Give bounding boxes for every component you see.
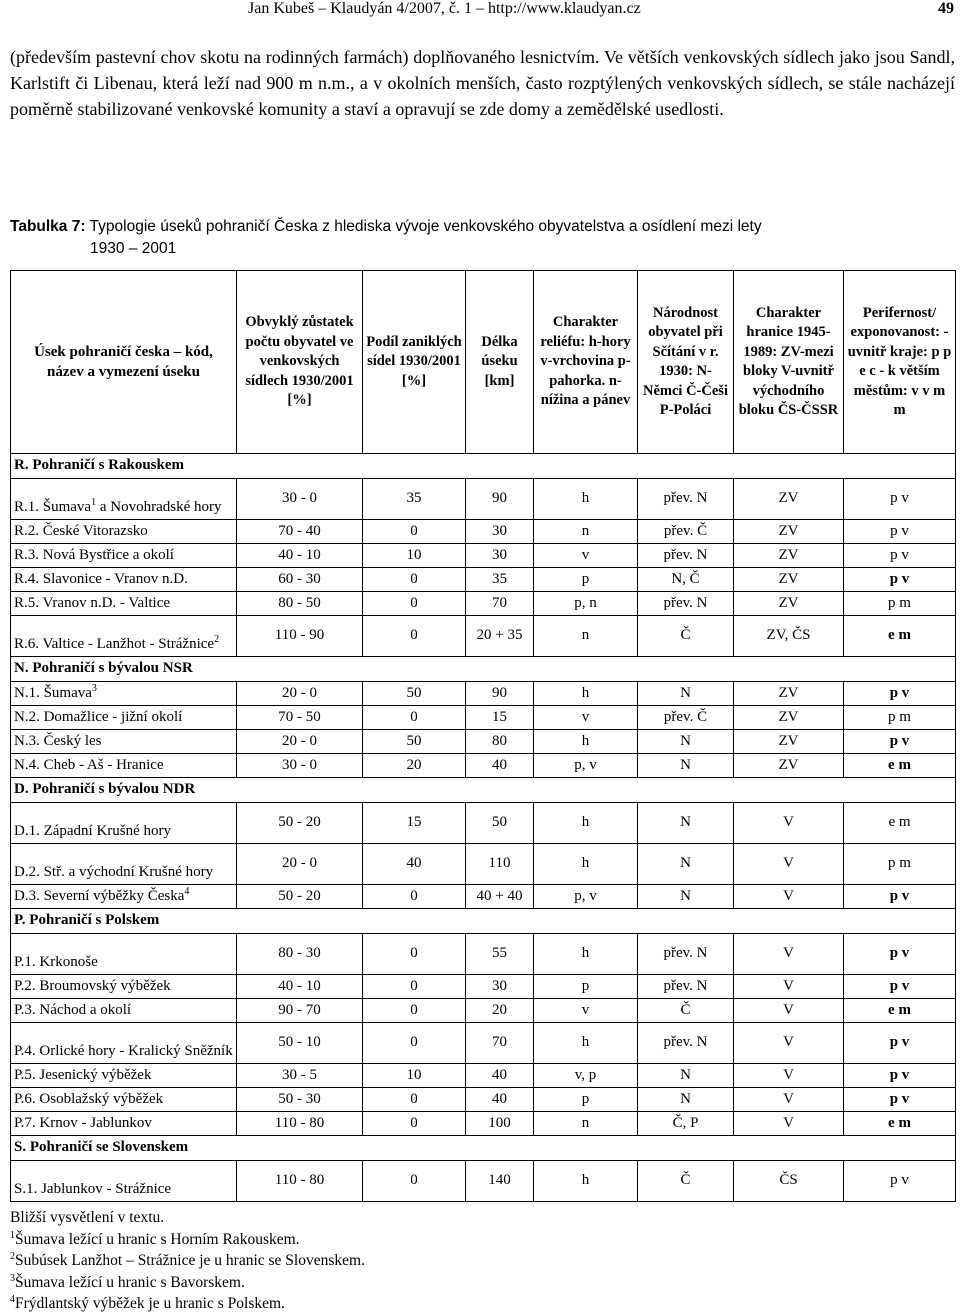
cell-length: 100 xyxy=(466,1112,534,1136)
cell-border-character: V xyxy=(734,1064,844,1088)
cell-peripherality: p v xyxy=(844,479,956,520)
section-name: P.4. Orlické hory - Kralický Sněžník xyxy=(14,1043,233,1059)
cell-nationality: N xyxy=(638,803,734,844)
cell-peripherality: p m xyxy=(844,844,956,885)
cell-border-character: ZV, ČS xyxy=(734,616,844,657)
cell-nationality: přev. N xyxy=(638,479,734,520)
cell-extinct-share: 0 xyxy=(363,934,466,975)
cell-relief: p, v xyxy=(534,885,638,909)
cell-population-remain: 50 - 20 xyxy=(237,885,363,909)
section-name: S.1. Jablunkov - Strážnice xyxy=(14,1181,172,1197)
group-row xyxy=(11,657,956,682)
cell-population-remain: 30 - 5 xyxy=(237,1064,363,1088)
table-caption-text: Typologie úseků pohraničí Česka z hlediska vývoje venkovského obyvatelstva a osídlení mezi lety xyxy=(89,218,762,235)
table-row xyxy=(11,544,956,568)
cell-relief: p, n xyxy=(534,592,638,616)
cell-length: 15 xyxy=(466,706,534,730)
footnote-text: Šumava ležící u hranic s Horním Rakouskem. xyxy=(15,1230,300,1248)
table-caption xyxy=(10,216,910,260)
cell-peripherality: p v xyxy=(844,975,956,999)
cell-border-character: V xyxy=(734,844,844,885)
section-name: N.4. Cheb - Aš - Hranice xyxy=(14,757,164,773)
section-name: N.1. Šumava xyxy=(14,685,92,701)
footnote xyxy=(10,1293,365,1315)
section-name-cell xyxy=(11,1064,237,1088)
cell-relief: n xyxy=(534,616,638,657)
cell-population-remain: 50 - 10 xyxy=(237,1023,363,1064)
cell-nationality: Č xyxy=(638,616,734,657)
section-name-cell xyxy=(11,568,237,592)
cell-nationality: N xyxy=(638,1064,734,1088)
cell-relief: n xyxy=(534,1112,638,1136)
cell-length: 40 xyxy=(466,1088,534,1112)
section-name-cell xyxy=(11,975,237,999)
cell-population-remain: 70 - 50 xyxy=(237,706,363,730)
cell-relief: n xyxy=(534,520,638,544)
cell-relief: p xyxy=(534,1088,638,1112)
cell-peripherality: p v xyxy=(844,885,956,909)
section-name-cell xyxy=(11,934,237,975)
col-header-section: Úsek pohraničí česka – kód, název a vymezení úseku xyxy=(11,271,237,454)
cell-population-remain: 110 - 80 xyxy=(237,1112,363,1136)
footnote-marker: 1 xyxy=(10,1229,15,1241)
cell-population-remain: 90 - 70 xyxy=(237,999,363,1023)
table-row xyxy=(11,1023,956,1064)
cell-nationality: přev. N xyxy=(638,1023,734,1064)
cell-extinct-share: 0 xyxy=(363,592,466,616)
section-name: R.4. Slavonice - Vranov n.D. xyxy=(14,571,188,587)
section-name: D.3. Severní výběžky Česka xyxy=(14,888,185,904)
section-name-cell xyxy=(11,730,237,754)
footnote-text: Subúsek Lanžhot – Strážnice je u hranic se Slovenskem. xyxy=(15,1252,365,1269)
col-header-peripherality: Perifernost/ exponovanost: - uvnitř kraje: p p e c - k větším městům: v v m m xyxy=(844,271,956,454)
cell-nationality: přev. N xyxy=(638,975,734,999)
cell-peripherality: p v xyxy=(844,682,956,706)
running-header-citation: Jan Kubeš – Klaudyán 4/2007, č. 1 – http://www.klaudyan.cz xyxy=(248,0,641,17)
footnote-marker: 3 xyxy=(10,1272,15,1284)
section-name-cell xyxy=(11,479,237,520)
cell-nationality: Č, P xyxy=(638,1112,734,1136)
section-name: D.2. Stř. a východní Krušné hory xyxy=(14,864,214,880)
cell-relief: p xyxy=(534,568,638,592)
cell-length: 35 xyxy=(466,568,534,592)
cell-peripherality: p v xyxy=(844,934,956,975)
cell-relief: v, p xyxy=(534,1064,638,1088)
section-name: R.6. Valtice - Lanžhot - Strážnice xyxy=(14,636,215,652)
cell-border-character: ZV xyxy=(734,568,844,592)
cell-length: 40 xyxy=(466,1064,534,1088)
cell-peripherality: p v xyxy=(844,544,956,568)
group-title: N. Pohraničí s bývalou NSR xyxy=(11,657,956,682)
cell-border-character: V xyxy=(734,885,844,909)
cell-border-character: ZV xyxy=(734,592,844,616)
cell-length: 90 xyxy=(466,682,534,706)
cell-peripherality: p m xyxy=(844,592,956,616)
cell-population-remain: 60 - 30 xyxy=(237,568,363,592)
cell-relief: p xyxy=(534,975,638,999)
cell-peripherality: e m xyxy=(844,754,956,778)
table-row xyxy=(11,520,956,544)
cell-length: 80 xyxy=(466,730,534,754)
cell-population-remain: 80 - 50 xyxy=(237,592,363,616)
cell-nationality: přev. N xyxy=(638,544,734,568)
col-header-border-character: Charakter hranice 1945-1989: ZV-mezi bloky V-uvnitř východního bloku ČS-ČSSR xyxy=(734,271,844,454)
cell-extinct-share: 0 xyxy=(363,885,466,909)
cell-peripherality: p v xyxy=(844,730,956,754)
cell-extinct-share: 10 xyxy=(363,1064,466,1088)
cell-peripherality: e m xyxy=(844,616,956,657)
cell-border-character: ZV xyxy=(734,479,844,520)
cell-population-remain: 30 - 0 xyxy=(237,754,363,778)
cell-length: 20 xyxy=(466,999,534,1023)
table-row xyxy=(11,934,956,975)
cell-border-character: ZV xyxy=(734,544,844,568)
table-row xyxy=(11,975,956,999)
section-name: P.2. Broumovský výběžek xyxy=(14,978,171,994)
table-row xyxy=(11,1064,956,1088)
cell-extinct-share: 0 xyxy=(363,1112,466,1136)
cell-peripherality: p v xyxy=(844,1064,956,1088)
cell-extinct-share: 0 xyxy=(363,706,466,730)
cell-population-remain: 30 - 0 xyxy=(237,479,363,520)
cell-peripherality: p m xyxy=(844,706,956,730)
cell-relief: v xyxy=(534,999,638,1023)
page-number: 49 xyxy=(938,0,954,17)
cell-border-character: V xyxy=(734,1112,844,1136)
cell-border-character: ZV xyxy=(734,730,844,754)
cell-border-character: ZV xyxy=(734,754,844,778)
cell-extinct-share: 10 xyxy=(363,544,466,568)
cell-population-remain: 110 - 80 xyxy=(237,1161,363,1202)
section-name: D.1. Západní Krušné hory xyxy=(14,823,172,839)
cell-extinct-share: 0 xyxy=(363,616,466,657)
section-name: N.3. Český les xyxy=(14,733,102,749)
section-name-cell xyxy=(11,1088,237,1112)
table-row xyxy=(11,479,956,520)
group-row xyxy=(11,454,956,479)
cell-length: 30 xyxy=(466,975,534,999)
group-title: S. Pohraničí se Slovenskem xyxy=(11,1136,956,1161)
section-name: R.1. Šumava xyxy=(14,499,92,515)
cell-border-character: ZV xyxy=(734,706,844,730)
section-name-cell xyxy=(11,520,237,544)
cell-border-character: ZV xyxy=(734,682,844,706)
cell-nationality: N xyxy=(638,754,734,778)
footnote xyxy=(10,1272,365,1294)
table-row xyxy=(11,754,956,778)
footnote-ref: 2 xyxy=(214,634,220,645)
typology-table xyxy=(10,270,956,1202)
cell-nationality: N xyxy=(638,1088,734,1112)
section-name-cell xyxy=(11,1161,237,1202)
intro-paragraph: (především pastevní chov skotu na rodinných farmách) doplňovaného lesnictvím. Ve větších venkovských sídlech jako jsou Sandl, Karlstift či Libenau, která leží nad 900 m n.m., a v okolních menších, často rozptýlených venkovských sídlech, se stále nacházejí poměrně stabilizované venkovské komunity a staví a opravují se zde domy a zemědělské usedlosti. xyxy=(10,47,955,119)
cell-length: 30 xyxy=(466,520,534,544)
section-name-cell xyxy=(11,1023,237,1064)
footnote-ref: 4 xyxy=(184,886,190,897)
cell-length: 40 + 40 xyxy=(466,885,534,909)
cell-nationality: N xyxy=(638,844,734,885)
cell-population-remain: 80 - 30 xyxy=(237,934,363,975)
cell-border-character: V xyxy=(734,1023,844,1064)
cell-relief: p, v xyxy=(534,754,638,778)
footnote-ref: 1 xyxy=(91,497,97,508)
footnote-text: Frýdlantský výběžek je u hranic s Polskem. xyxy=(15,1295,285,1312)
cell-extinct-share: 50 xyxy=(363,682,466,706)
cell-population-remain: 110 - 90 xyxy=(237,616,363,657)
section-name-cell xyxy=(11,616,237,657)
section-name-cell xyxy=(11,706,237,730)
cell-peripherality: e m xyxy=(844,1112,956,1136)
cell-length: 70 xyxy=(466,592,534,616)
cell-relief: h xyxy=(534,844,638,885)
cell-extinct-share: 0 xyxy=(363,999,466,1023)
cell-border-character: V xyxy=(734,975,844,999)
cell-relief: h xyxy=(534,934,638,975)
section-name: P.6. Osoblažský výběžek xyxy=(14,1091,164,1107)
section-name-cell xyxy=(11,544,237,568)
cell-extinct-share: 0 xyxy=(363,1088,466,1112)
section-name-cell xyxy=(11,1112,237,1136)
table-header-row xyxy=(11,271,956,454)
cell-nationality: přev. N xyxy=(638,934,734,975)
cell-population-remain: 40 - 10 xyxy=(237,975,363,999)
group-row xyxy=(11,778,956,803)
cell-peripherality: e m xyxy=(844,999,956,1023)
footnotes xyxy=(10,1207,365,1315)
cell-population-remain: 20 - 0 xyxy=(237,682,363,706)
section-name: N.2. Domažlice - jižní okolí xyxy=(14,709,183,725)
cell-length: 90 xyxy=(466,479,534,520)
section-name-cell xyxy=(11,754,237,778)
section-name: P.1. Krkonoše xyxy=(14,954,98,970)
footnote xyxy=(10,1207,365,1229)
table-row xyxy=(11,730,956,754)
cell-nationality: přev. Č xyxy=(638,706,734,730)
cell-relief: h xyxy=(534,682,638,706)
cell-length: 40 xyxy=(466,754,534,778)
cell-population-remain: 50 - 20 xyxy=(237,803,363,844)
cell-relief: h xyxy=(534,479,638,520)
table-row xyxy=(11,616,956,657)
group-title: D. Pohraničí s bývalou NDR xyxy=(11,778,956,803)
cell-extinct-share: 15 xyxy=(363,803,466,844)
cell-border-character: V xyxy=(734,1088,844,1112)
cell-peripherality: p v xyxy=(844,520,956,544)
cell-nationality: N xyxy=(638,885,734,909)
cell-nationality: přev. N xyxy=(638,592,734,616)
col-header-relief: Charakter reliéfu: h-hory v-vrchovina p-pahorka. n-nížina a pánev xyxy=(534,271,638,454)
cell-length: 50 xyxy=(466,803,534,844)
table-body xyxy=(11,454,956,1202)
footnote-marker: 4 xyxy=(10,1293,15,1305)
cell-relief: v xyxy=(534,544,638,568)
table-row xyxy=(11,1088,956,1112)
cell-extinct-share: 35 xyxy=(363,479,466,520)
cell-extinct-share: 0 xyxy=(363,520,466,544)
section-name-cell xyxy=(11,803,237,844)
group-row xyxy=(11,909,956,934)
cell-relief: h xyxy=(534,1161,638,1202)
cell-extinct-share: 0 xyxy=(363,1161,466,1202)
cell-border-character: V xyxy=(734,999,844,1023)
col-header-population-remain: Obvyklý zůstatek počtu obyvatel ve venkovských sídlech 1930/2001 [%] xyxy=(237,271,363,454)
cell-extinct-share: 40 xyxy=(363,844,466,885)
section-name: R.3. Nová Bystřice a okolí xyxy=(14,547,174,563)
table-row xyxy=(11,844,956,885)
cell-border-character: ČS xyxy=(734,1161,844,1202)
cell-population-remain: 40 - 10 xyxy=(237,544,363,568)
table-row xyxy=(11,803,956,844)
cell-peripherality: p v xyxy=(844,1023,956,1064)
section-name-cell xyxy=(11,682,237,706)
cell-nationality: N, Č xyxy=(638,568,734,592)
section-name: P.5. Jesenický výběžek xyxy=(14,1067,152,1083)
cell-relief: h xyxy=(534,1023,638,1064)
cell-peripherality: p v xyxy=(844,568,956,592)
section-name-cell xyxy=(11,885,237,909)
cell-nationality: N xyxy=(638,682,734,706)
cell-nationality: N xyxy=(638,730,734,754)
col-header-extinct-share: Podíl zaniklých sídel 1930/2001 [%] xyxy=(363,271,466,454)
cell-length: 20 + 35 xyxy=(466,616,534,657)
table-row xyxy=(11,592,956,616)
table-caption-label: Tabulka 7: xyxy=(10,218,86,235)
table-row xyxy=(11,999,956,1023)
cell-population-remain: 70 - 40 xyxy=(237,520,363,544)
cell-extinct-share: 0 xyxy=(363,975,466,999)
section-name: R.2. České Vitorazsko xyxy=(14,523,148,539)
cell-peripherality: p v xyxy=(844,1088,956,1112)
cell-length: 55 xyxy=(466,934,534,975)
cell-peripherality: e m xyxy=(844,803,956,844)
table-row xyxy=(11,885,956,909)
cell-nationality: Č xyxy=(638,999,734,1023)
table-row xyxy=(11,1112,956,1136)
cell-border-character: V xyxy=(734,934,844,975)
cell-border-character: ZV xyxy=(734,520,844,544)
col-header-nationality: Národnost obyvatel při Sčítání v r. 1930: N-Němci Č-Češi P-Poláci xyxy=(638,271,734,454)
cell-length: 30 xyxy=(466,544,534,568)
cell-length: 140 xyxy=(466,1161,534,1202)
footnote-text: Bližší vysvětlení v textu. xyxy=(10,1209,165,1226)
cell-length: 70 xyxy=(466,1023,534,1064)
footnote-marker: 2 xyxy=(10,1250,15,1262)
cell-border-character: V xyxy=(734,803,844,844)
section-name-cell xyxy=(11,592,237,616)
cell-extinct-share: 0 xyxy=(363,568,466,592)
cell-nationality: přev. Č xyxy=(638,520,734,544)
cell-relief: h xyxy=(534,803,638,844)
section-name: R.5. Vranov n.D. - Valtice xyxy=(14,595,171,611)
group-title: P. Pohraničí s Polskem xyxy=(11,909,956,934)
table-row xyxy=(11,568,956,592)
cell-extinct-share: 0 xyxy=(363,1023,466,1064)
cell-relief: v xyxy=(534,706,638,730)
cell-population-remain: 20 - 0 xyxy=(237,844,363,885)
cell-nationality: Č xyxy=(638,1161,734,1202)
cell-extinct-share: 20 xyxy=(363,754,466,778)
footnote-text: Šumava ležící u hranic s Bavorskem. xyxy=(15,1273,245,1291)
table-row xyxy=(11,682,956,706)
table-caption-years: 1930 – 2001 xyxy=(90,240,177,257)
section-name-cell xyxy=(11,999,237,1023)
cell-peripherality: p v xyxy=(844,1161,956,1202)
section-name: P.3. Náchod a okolí xyxy=(14,1002,132,1018)
group-title: R. Pohraničí s Rakouskem xyxy=(11,454,956,479)
cell-relief: h xyxy=(534,730,638,754)
cell-extinct-share: 50 xyxy=(363,730,466,754)
cell-population-remain: 50 - 30 xyxy=(237,1088,363,1112)
running-header xyxy=(248,0,954,26)
section-name-rest: a Novohradské hory xyxy=(96,499,222,515)
cell-population-remain: 20 - 0 xyxy=(237,730,363,754)
section-name-cell xyxy=(11,844,237,885)
table-row xyxy=(11,706,956,730)
group-row xyxy=(11,1136,956,1161)
cell-length: 110 xyxy=(466,844,534,885)
footnote xyxy=(10,1229,365,1251)
section-name: P.7. Krnov - Jablunkov xyxy=(14,1115,152,1131)
footnote-ref: 3 xyxy=(91,683,97,694)
footnote xyxy=(10,1250,365,1272)
table-row xyxy=(11,1161,956,1202)
col-header-length: Délka úseku [km] xyxy=(466,271,534,454)
